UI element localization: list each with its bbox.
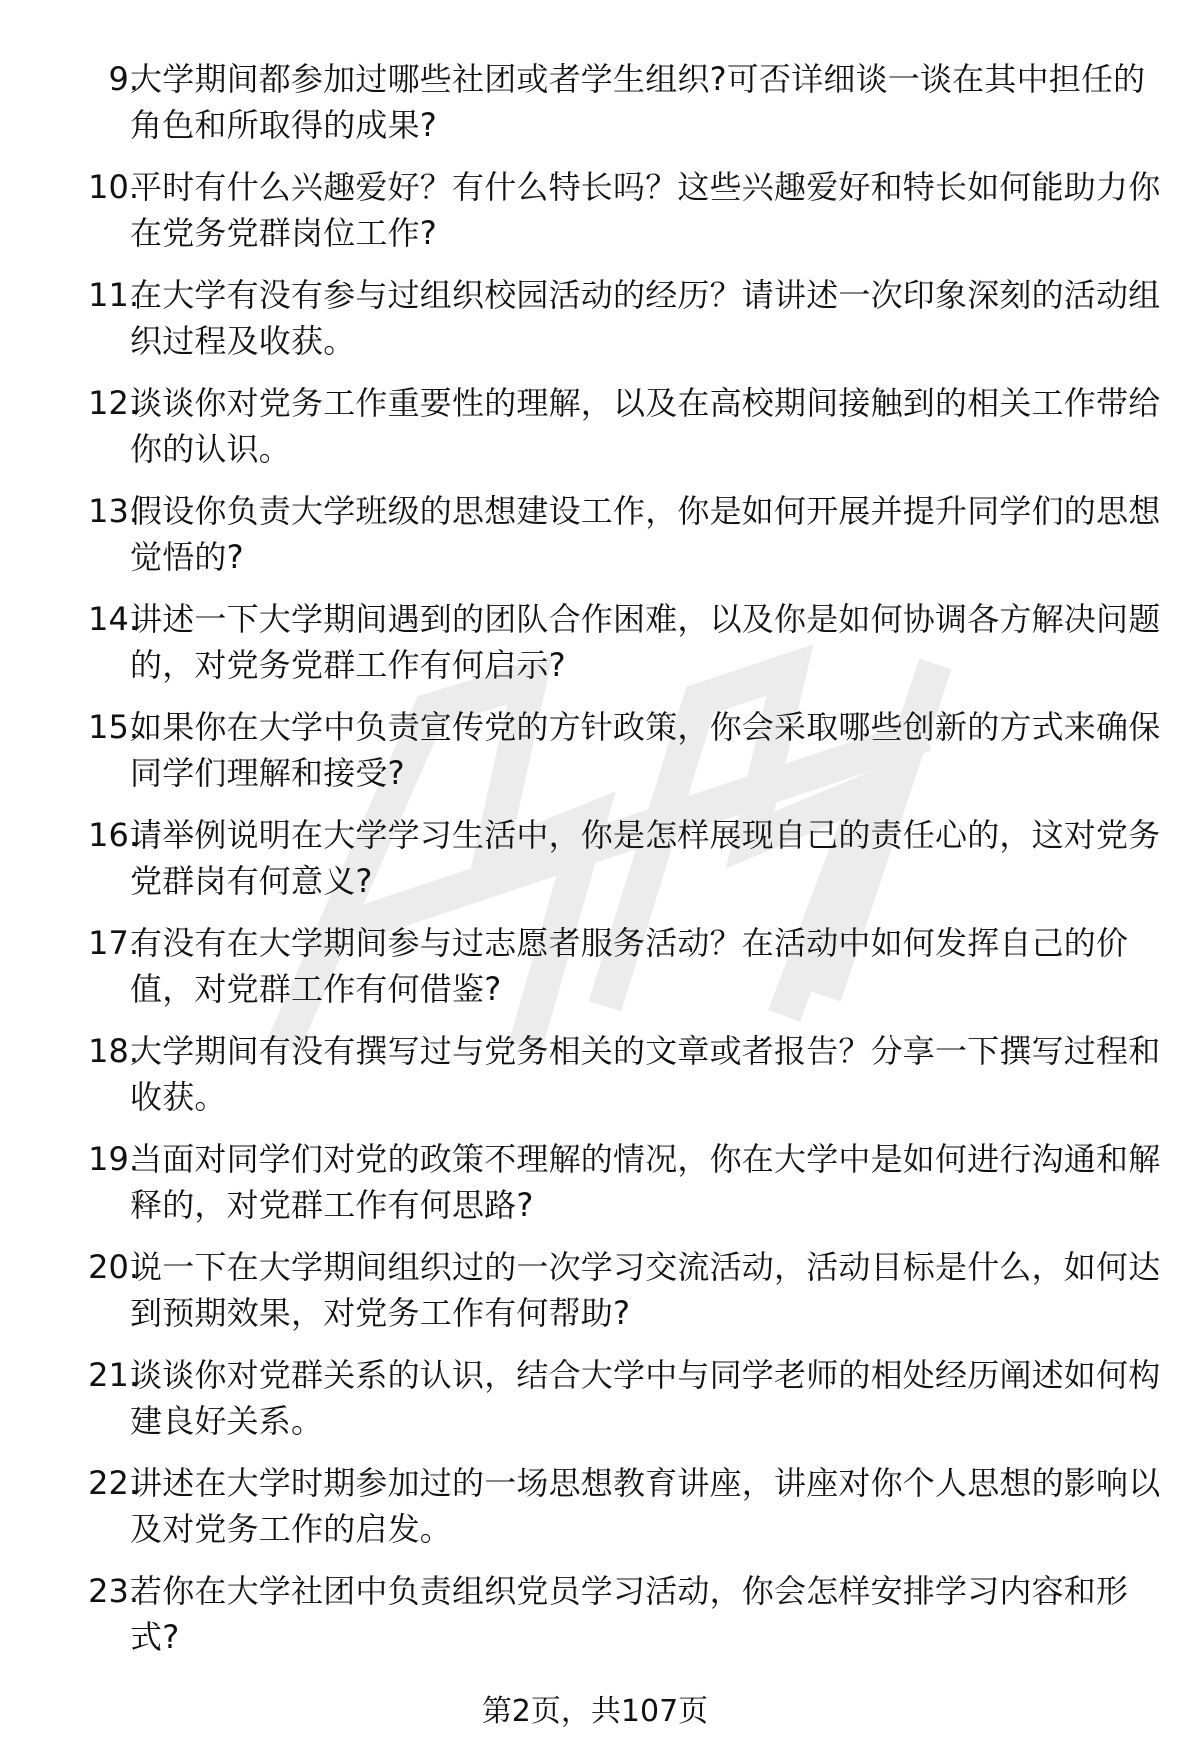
question-item bbox=[0, 916, 1190, 1024]
question-item bbox=[0, 1348, 1190, 1456]
question-number: 14. bbox=[88, 600, 139, 638]
question-item bbox=[0, 1456, 1190, 1564]
question-number: 21. bbox=[88, 1356, 139, 1394]
question-text: 在大学有没有参与过组织校园活动的经历？请讲述一次印象深刻的活动组织过程及收获。 bbox=[130, 276, 1161, 360]
question-item bbox=[0, 52, 1190, 160]
question-text: 讲述一下大学期间遇到的团队合作困难，以及你是如何协调各方解决问题的，对党务党群工作有何启示? bbox=[130, 600, 1161, 684]
question-text: 请举例说明在大学学习生活中，你是怎样展现自己的责任心的，这对党务党群岗有何意义? bbox=[130, 816, 1161, 900]
question-item bbox=[0, 592, 1190, 700]
question-item bbox=[0, 1564, 1190, 1672]
question-text: 大学期间都参加过哪些社团或者学生组织?可否详细谈一谈在其中担任的角色和所取得的成果? bbox=[130, 60, 1146, 144]
question-text: 当面对同学们对党的政策不理解的情况，你在大学中是如何进行沟通和解释的，对党群工作有何思路? bbox=[130, 1140, 1161, 1224]
question-item bbox=[0, 160, 1190, 268]
question-number: 9. bbox=[108, 60, 139, 98]
question-number: 20. bbox=[88, 1248, 139, 1286]
question-text: 说一下在大学期间组织过的一次学习交流活动，活动目标是什么，如何达到预期效果，对党务工作有何帮助? bbox=[130, 1248, 1161, 1332]
question-number: 23. bbox=[88, 1572, 139, 1610]
question-item bbox=[0, 268, 1190, 376]
question-text: 平时有什么兴趣爱好？有什么特长吗？这些兴趣爱好和特长如何能助力你在党务党群岗位工作? bbox=[130, 168, 1161, 252]
question-item bbox=[0, 484, 1190, 592]
question-item bbox=[0, 376, 1190, 484]
question-text: 谈谈你对党群关系的认识，结合大学中与同学老师的相处经历阐述如何构建良好关系。 bbox=[130, 1356, 1161, 1440]
page-footer: 第2页，共107页 bbox=[481, 1694, 709, 1729]
question-text: 谈谈你对党务工作重要性的理解，以及在高校期间接触到的相关工作带给你的认识。 bbox=[130, 384, 1161, 468]
question-number: 12. bbox=[88, 384, 139, 422]
question-text: 讲述在大学时期参加过的一场思想教育讲座，讲座对你个人思想的影响以及对党务工作的启发。 bbox=[130, 1464, 1161, 1548]
question-text: 有没有在大学期间参与过志愿者服务活动？在活动中如何发挥自己的价值，对党群工作有何借鉴? bbox=[130, 924, 1129, 1008]
question-number: 15. bbox=[88, 708, 139, 746]
question-number: 18. bbox=[88, 1032, 139, 1070]
question-item bbox=[0, 1240, 1190, 1348]
question-number: 22. bbox=[88, 1464, 139, 1502]
question-number: 11. bbox=[88, 276, 139, 314]
question-text: 大学期间有没有撰写过与党务相关的文章或者报告？分享一下撰写过程和收获。 bbox=[130, 1032, 1161, 1116]
question-number: 16. bbox=[88, 816, 139, 854]
question-text: 若你在大学社团中负责组织党员学习活动，你会怎样安排学习内容和形式? bbox=[130, 1572, 1129, 1656]
question-number: 10. bbox=[88, 168, 139, 206]
question-item bbox=[0, 700, 1190, 808]
question-number: 19. bbox=[88, 1140, 139, 1178]
question-text: 假设你负责大学班级的思想建设工作，你是如何开展并提升同学们的思想觉悟的? bbox=[130, 492, 1161, 576]
question-list bbox=[0, 52, 1190, 1672]
question-item bbox=[0, 1024, 1190, 1132]
question-number: 13. bbox=[88, 492, 139, 530]
question-item bbox=[0, 1132, 1190, 1240]
question-text: 如果你在大学中负责宣传党的方针政策，你会采取哪些创新的方式来确保同学们理解和接受? bbox=[130, 708, 1161, 792]
question-number: 17. bbox=[88, 924, 139, 962]
question-item bbox=[0, 808, 1190, 916]
